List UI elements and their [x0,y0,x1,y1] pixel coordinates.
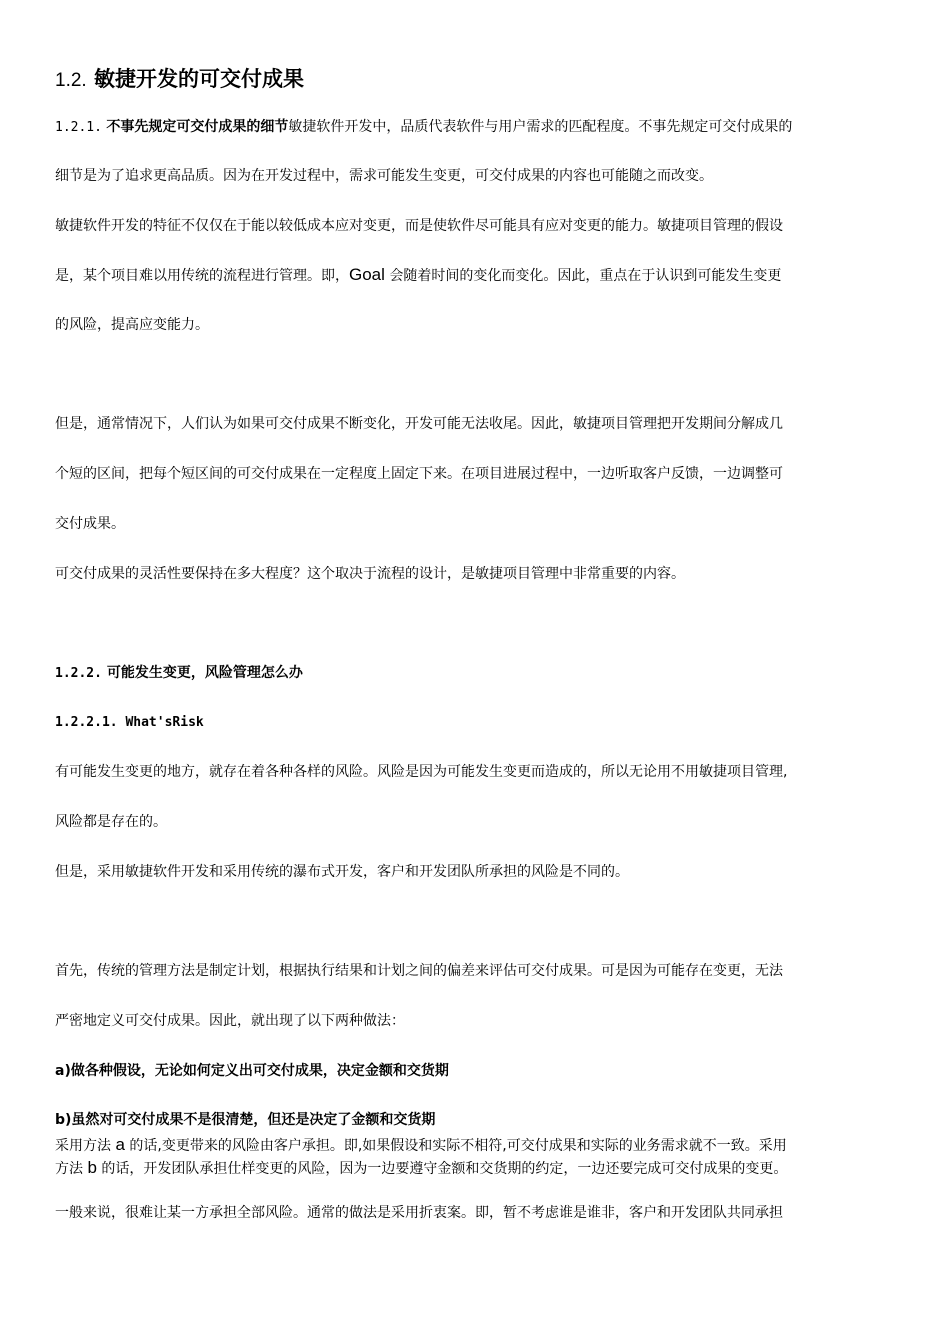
subsection-2-1-heading [55,713,204,733]
paragraph-line: 严密地定义可交付成果。因此，就出现了以下两种做法： [55,1013,405,1029]
subsection-1-title: 不事先规定可交付成果的细节 [106,119,289,135]
text-span: 的话，开发团队承担仕样变更的风险，因为一边要遵守金额和交货期的约定，一边还要完成可交付成果的变更。 [96,1161,788,1177]
goal-word: Goal [349,265,385,284]
subsection-2-heading [55,663,303,684]
option-b: b)虽然对可交付成果不是很清楚，但还是决定了金额和交货期 [55,1112,436,1128]
paragraph-line-goal [55,265,781,286]
subsection-2-title: 可能发生变更，风险管理怎么办 [106,665,303,681]
paragraph-line: 个短的区间，把每个短区间的可交付成果在一定程度上固定下来。在项目进展过程中，一边听取客户反馈，一边调整可 [55,466,783,482]
subsection-1-number: 1.2.1. [55,120,102,135]
paragraph-line: 但是，通常情况下，人们认为如果可交付成果不断变化，开发可能无法收尾。因此，敏捷项目管理把开发期间分解成几 [55,416,783,432]
method-b-label: b [87,1158,97,1177]
subsection-2-1-number: 1.2.2.1. [55,715,118,730]
paragraph-line: 有可能发生变更的地方，就存在着各种各样的风险。风险是因为可能发生变更而造成的，所以无论用不用敏捷项目管理, [55,764,788,780]
text-span: 的话,变更带来的风险由客户承担。即,如果假设和实际不相符,可交付成果和实际的业务需求就不一致。采用 [124,1138,787,1154]
method-a-label: a [115,1135,125,1154]
section-title: 敏捷开发的可交付成果 [94,67,305,91]
paragraph-line: 交付成果。 [55,516,125,532]
subsection-2-number: 1.2.2. [55,666,102,681]
section-heading [55,65,304,95]
paragraph-line-b [55,1158,787,1179]
text-span: 方法 [55,1161,88,1177]
paragraph-line: 敏捷软件开发的特征不仅仅在于能以较低成本应对变更，而是使软件尽可能具有应对变更的能力。敏捷项目管理的假设 [55,218,783,234]
paragraph-line: 首先，传统的管理方法是制定计划，根据执行结果和计划之间的偏差来评估可交付成果。可是因为可能存在变更，无法 [55,963,783,979]
subsection-1-line-1 [55,117,792,138]
text-span: 采用方法 [55,1138,116,1154]
option-a: a)做各种假设，无论如何定义出可交付成果，决定金额和交货期 [55,1063,449,1079]
text-span: 会随着时间的变化而变化。因此，重点在于认识到可能发生变更 [384,268,782,284]
paragraph-line: 的风险，提高应变能力。 [55,317,209,333]
paragraph-line: 细节是为了追求更高品质。因为在开发过程中，需求可能发生变更，可交付成果的内容也可能随之而改变。 [55,168,713,184]
paragraph-line: 风险都是存在的。 [55,814,167,830]
paragraph-line: 但是，采用敏捷软件开发和采用传统的瀑布式开发，客户和开发团队所承担的风险是不同的。 [55,864,629,880]
subsection-1-text: 敏捷软件开发中，品质代表软件与用户需求的匹配程度。不事先规定可交付成果的 [288,119,793,135]
text-span: 是，某个项目难以用传统的流程进行管理。即， [55,268,349,284]
paragraph-line-a [55,1135,787,1156]
subsection-2-1-title: What'sRisk [125,715,204,730]
section-number: 1.2. [55,70,87,91]
paragraph-line: 一般来说，很难让某一方承担全部风险。通常的做法是采用折衷案。即，暂不考虑谁是谁非，客户和开发团队共同承担 [55,1205,783,1221]
paragraph-line: 可交付成果的灵活性要保持在多大程度？这个取决于流程的设计，是敏捷项目管理中非常重要的内容。 [55,566,685,582]
